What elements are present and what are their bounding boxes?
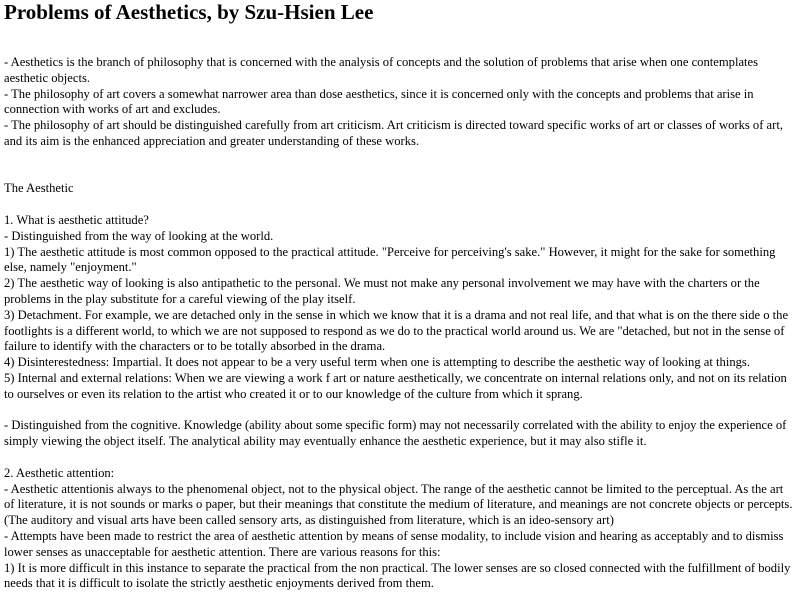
text-line: - Distinguished from the cognitive. Knowledge (ability about some specific form) may not necessarily correlated with the ability to enjoy the experience of [4, 418, 787, 433]
text-line: 4) Disinterestedness: Impartial. It does not appear to be a very useful term when one is attempting to describe the aesthetic way of looking at things. [4, 355, 750, 370]
text-line: problems in the play substitute for a careful viewing of the play itself. [4, 291, 356, 306]
text-line: 1) The aesthetic attitude is most common opposed to the practical attitude. "Perceive for perceiving's sake." However, it might for the sake for something [4, 244, 776, 259]
blank-line [4, 166, 796, 182]
text-line: 5) Internal and external relations: When we are viewing a work f art or nature aesthetically, we concentrate on internal relations only, and not on its relation [4, 370, 787, 385]
blank-line [4, 450, 796, 466]
text-line: (The auditory and visual arts have been called sensory arts, as distinguished from literature, which is an ideo-sensory art) [4, 513, 614, 528]
text-line: and its aim is the enhanced appreciation and greater understanding of these works. [4, 133, 420, 148]
text-line: footlights is a different world, to which we are not supposed to respond as we do to the practical world around us. We are "detached, but not in the sense of [4, 323, 785, 338]
document-body [4, 55, 796, 592]
text-line: 1) It is more difficult in this instance to separate the practical from the non practical. The lower senses are so closed connected with the fulfillment of bodily [4, 560, 791, 575]
text-line: - Attempts have been made to restrict the area of aesthetic attention by means of sense modality, to include vision and hearing as acceptably and to dismiss [4, 528, 784, 543]
blank-line [4, 197, 796, 213]
text-line: else, namely "enjoyment." [4, 260, 137, 275]
text-line: - Aesthetic attentionis always to the phenomenal object, not to the physical object. The range of the aesthetic cannot be limited to the perceptual. As the art [4, 481, 784, 496]
blank-line [4, 150, 796, 166]
text-line: - Aesthetics is the branch of philosophy that is concerned with the analysis of concepts and the solution of problems that arise when one contemplates [4, 55, 759, 69]
text-line: The Aesthetic [4, 181, 74, 196]
text-line: needs that it is difficult to isolate the strictly aesthetic enjoyments derived from them. [4, 576, 434, 591]
text-line: connection with works of art and excludes. [4, 102, 221, 117]
text-line: - The philosophy of art should be distinguished carefully from art criticism. Art criticism is directed toward specific works of art or classes of works of art, [4, 118, 783, 133]
page-title: Problems of Aesthetics, by Szu-Hsien Lee [4, 0, 374, 24]
text-line: 2. Aesthetic attention: [4, 465, 115, 480]
text-line: simply viewing the object itself. The analytical ability may eventually enhance the aesthetic experience, but it may also stifle it. [4, 434, 647, 449]
text-line: lower senses as unacceptable for aesthetic attention. There are various reasons for this: [4, 544, 441, 559]
blank-line [4, 403, 796, 419]
text-line: - Distinguished from the way of looking at the world. [4, 228, 274, 243]
text-line: 1. What is aesthetic attitude? [4, 212, 149, 227]
text-line: - The philosophy of art covers a somewhat narrower area than dose aesthetics, since it is concerned only with the concepts and problems that arise in [4, 86, 754, 101]
text-line: aesthetic objects. [4, 70, 91, 85]
text-line: of literature, it is not sounds or marks o paper, but their meanings that constitute the medium of literature, and meanings are not concrete objects or percepts. [4, 497, 793, 512]
text-line: 2) The aesthetic way of looking is also antipathetic to the personal. We must not make any personal involvement we may have with the charters or the [4, 276, 760, 291]
text-line: to ourselves or even its relation to the artist who created it or to our knowledge of the culture from which it sprang. [4, 386, 583, 401]
text-line: 3) Detachment. For example, we are detached only in the sense in which we know that it is a drama and not real life, and that what is on the there side o the [4, 307, 789, 322]
text-line: failure to identify with the characters or to be totally absorbed in the drama. [4, 339, 386, 354]
